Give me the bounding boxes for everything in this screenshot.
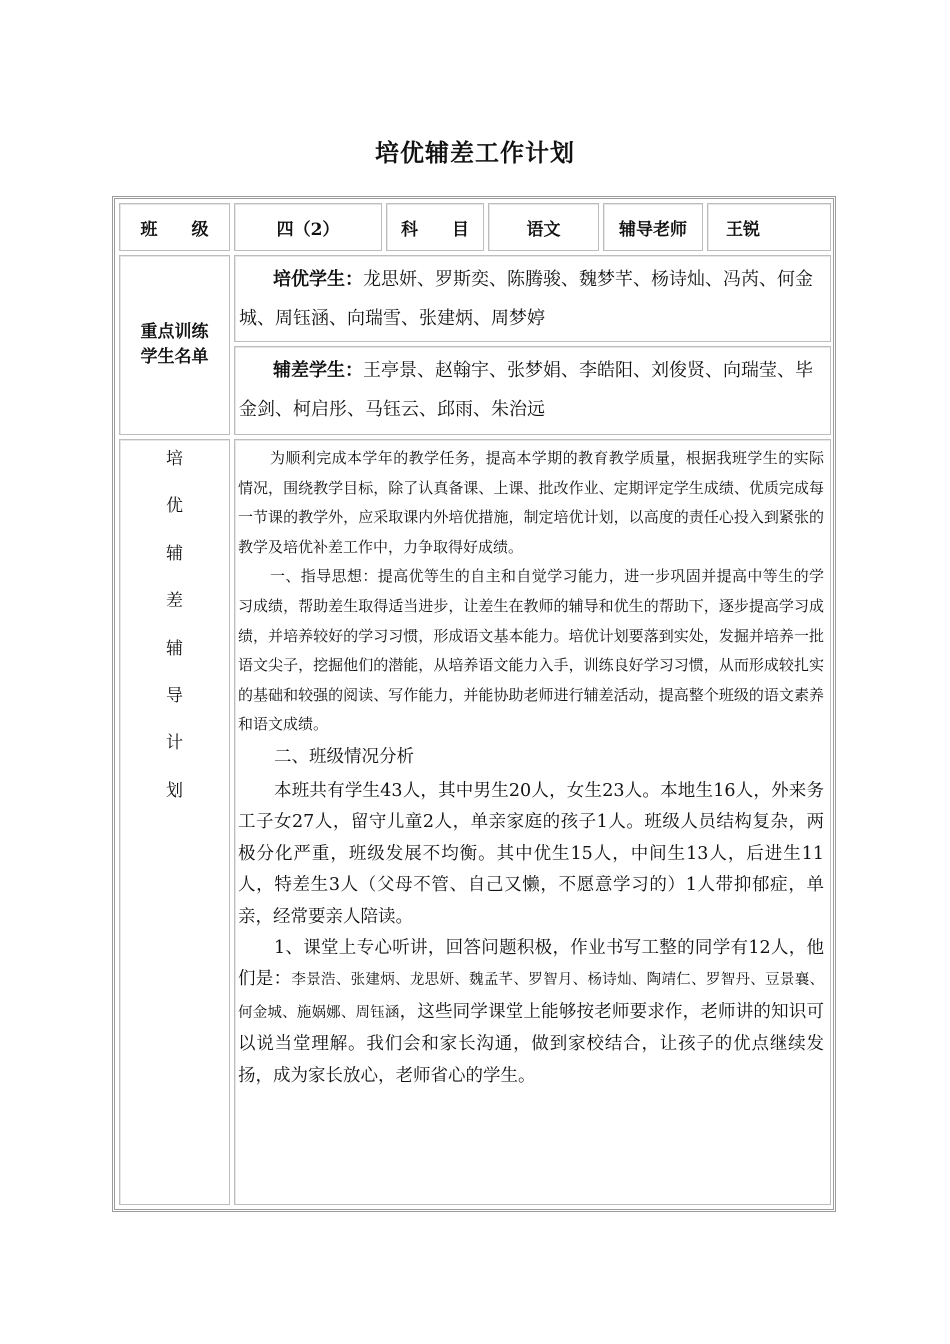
- class-value: 四（2）: [234, 203, 382, 251]
- side-char: 划: [166, 780, 183, 801]
- side-char: 辅: [166, 638, 183, 659]
- excellent-students-cell: [234, 255, 831, 342]
- side-char: 优: [166, 496, 183, 517]
- key-students-label-line2: 学生名单: [140, 347, 209, 367]
- intro-paragraph: 为顺利完成本学年的教学任务，提高本学期的教育教学质量，根据我班学生的实际情况，围绕教学目标，除了认真备课、上课、批改作业、定期评定学生成绩、优质完成每一节课的教学外，应采取课内外培优措施，制定培优计划，以高度的责任心投入到紧张的教学及培优补差工作中，力争取得好成绩。: [238, 449, 824, 556]
- weak-students-cell: [234, 346, 831, 435]
- plan-content: [234, 439, 831, 1205]
- side-char: 培: [166, 449, 183, 469]
- excellent-students-names: 龙思妍、罗斯奕、陈腾骏、魏梦芊、杨诗灿、冯芮、何金城、周钰涵、向瑞雪、张建炳、周梦婷: [239, 269, 813, 329]
- weak-students-label: 辅差学生：: [273, 360, 363, 381]
- point1-names: 李景浩、张建炳、龙思妍、魏孟芊、罗智月、杨诗灿、陶靖仁、罗智丹、豆景襄、何金城、施娲娜、周钰涵: [238, 972, 825, 1021]
- point1-end: ，这些同学课堂上能够按老师要求作，老师讲的知识可以说当堂理解。我们会和家长沟通，做到家校结合，让孩子的优点继续发扬，成为家长放心，老师省心的学生。: [238, 1001, 825, 1086]
- analysis-paragraph: 本班共有学生43人，其中男生20人，女生23人。本地生16人，外来务工子女27人，留守儿童2人，单亲家庭的孩子1人。班级人员结构复杂，两极分化严重，班级发展不均衡。其中优生15人，中间生13人，后进生11人，特差生3人（父母不管、自己又懒，不愿意学习的）1人带抑郁症，单亲，经常要亲人陪读。: [238, 780, 824, 927]
- document-title: 培优辅差工作计划: [375, 138, 575, 167]
- analysis-heading: 二、班级情况分析: [274, 746, 414, 767]
- teacher-value: 王锐: [707, 203, 831, 251]
- point1-paragraph: [238, 933, 824, 1092]
- side-char: 差: [166, 591, 183, 612]
- point1-start: 1、课堂上专心听讲，回答问题积极，作业书写工整的同学有12人，他们是：: [238, 937, 824, 990]
- excellent-students-label: 培优学生：: [273, 269, 363, 290]
- key-students-label: [119, 255, 230, 435]
- side-char: 辅: [166, 543, 183, 564]
- subject-value: 语文: [488, 203, 599, 251]
- subject-label: 科 目: [386, 203, 484, 251]
- weak-students-names: 王亭景、赵翰宇、张梦娟、李皓阳、刘俊贤、向瑞莹、毕金剑、柯启彤、马钰云、邱雨、朱治远: [239, 360, 813, 420]
- side-char: 导: [166, 685, 183, 706]
- key-students-label-line1: 重点训练: [140, 322, 209, 342]
- class-label: 班 级: [119, 203, 230, 251]
- side-char: 计: [166, 733, 183, 754]
- plan-table: [112, 196, 836, 1212]
- guiding-paragraph: 一、指导思想：提高优等生的自主和自觉学习能力，进一步巩固并提高中等生的学习成绩，帮助差生取得适当进步，让差生在教师的辅导和优生的帮助下，逐步提高学习成绩，并培养较好的学习习惯，形成语文基本能力。培优计划要落到实处，发掘并培养一批语文尖子，挖掘他们的潜能，从培养语文能力入手，训练良好学习习惯，从而形成较扎实的基础和较强的阅读、写作能力，并能协助老师进行辅差活动，提高整个班级的语文素养和语文成绩。: [238, 567, 824, 734]
- plan-side-label: [119, 439, 230, 1205]
- teacher-label: 辅导老师: [603, 203, 703, 251]
